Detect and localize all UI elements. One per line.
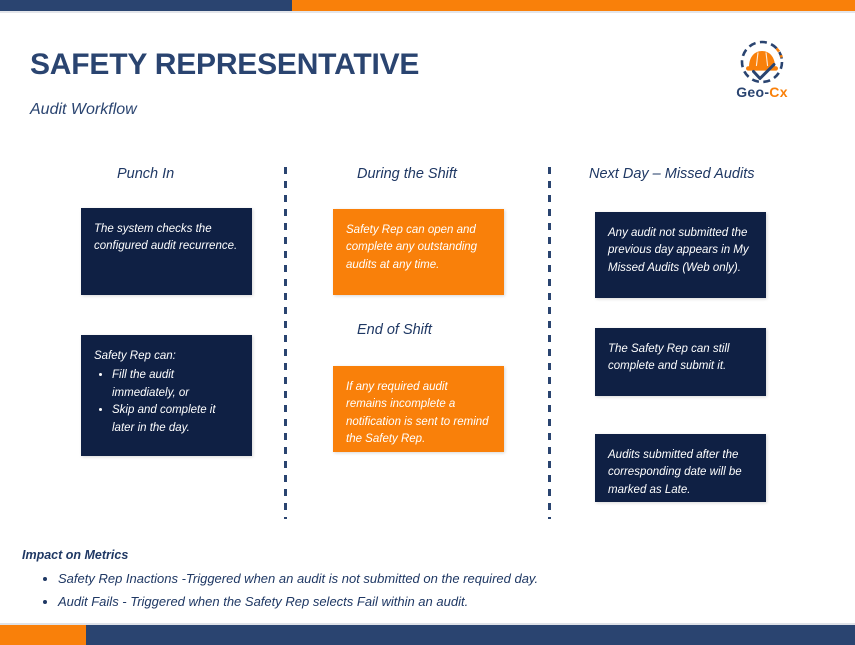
column-header-punch-in: Punch In xyxy=(117,166,175,182)
top-divider-rule xyxy=(0,11,855,13)
card-text: The system checks the configured audit recurrence. xyxy=(94,223,238,253)
logo-wordmark-geo: Geo- xyxy=(736,84,770,100)
card-bullet-item: • Skip and complete it later in the day. xyxy=(112,402,239,437)
bottom-accent-bar-orange-segment xyxy=(0,625,86,645)
logo-wordmark-cx: Cx xyxy=(769,84,788,100)
card-punch-in-safety-rep-options xyxy=(81,335,252,456)
card-text: Audits submitted after the corresponding date will be marked as Late. xyxy=(608,449,742,496)
logo-wordmark xyxy=(722,84,802,100)
card-next-day-missed-audits xyxy=(595,212,766,298)
bottom-accent-bar-navy-segment xyxy=(86,625,855,645)
card-bullet-list xyxy=(94,367,239,437)
card-text: If any required audit remains incomplete a notification is sent to remind the Safety Rep. xyxy=(346,381,489,446)
column-header-end-of-shift: End of Shift xyxy=(357,322,432,338)
column-header-next-day-missed-audits: Next Day – Missed Audits xyxy=(589,166,755,182)
bottom-accent-bar xyxy=(0,625,855,645)
card-text: The Safety Rep can still complete and submit it. xyxy=(608,343,730,373)
column-divider-1 xyxy=(284,167,287,519)
card-during-shift-open-complete xyxy=(333,209,504,295)
impact-metric-item: • Audit Fails - Triggered when the Safety Rep selects Fail within an audit. xyxy=(58,591,538,614)
top-accent-bar xyxy=(0,0,855,11)
impact-metric-item: • Safety Rep Inactions -Triggered when an audit is not submitted on the required day. xyxy=(58,568,538,591)
top-accent-bar-orange-segment xyxy=(292,0,855,11)
impact-on-metrics-title: Impact on Metrics xyxy=(22,548,129,562)
card-text: Safety Rep can: xyxy=(94,350,176,362)
column-header-during-the-shift: During the Shift xyxy=(357,166,457,182)
card-bullet-item: • Fill the audit immediately, or xyxy=(112,367,239,402)
card-next-day-complete-submit xyxy=(595,328,766,396)
card-punch-in-system-check xyxy=(81,208,252,295)
card-text: Safety Rep can open and complete any outstanding audits at any time. xyxy=(346,224,478,271)
impact-on-metrics-list xyxy=(40,568,538,614)
page-subtitle: Audit Workflow xyxy=(30,101,137,118)
top-accent-bar-navy-segment xyxy=(0,0,292,11)
hard-hat-check-icon xyxy=(736,40,788,86)
card-next-day-marked-late xyxy=(595,434,766,502)
card-end-of-shift-notification xyxy=(333,366,504,452)
page-title: SAFETY REPRESENTATIVE xyxy=(30,48,420,81)
card-text: Any audit not submitted the previous day appears in My Missed Audits (Web only). xyxy=(608,227,749,274)
geo-cx-logo xyxy=(722,40,802,102)
column-divider-2 xyxy=(548,167,551,519)
